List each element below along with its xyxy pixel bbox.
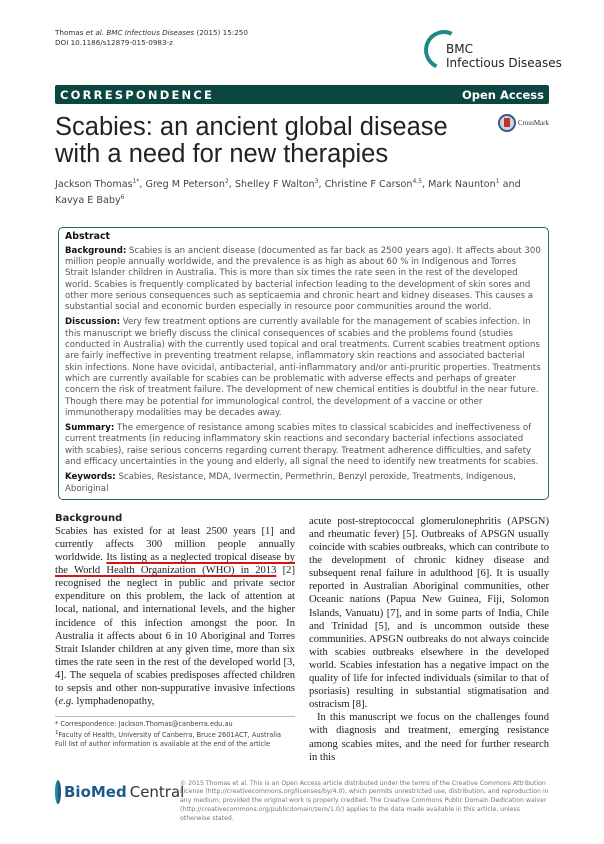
logo-line1: BMC	[446, 42, 473, 56]
crossmark-button[interactable]	[498, 114, 549, 132]
bmc-circle-icon	[55, 780, 61, 804]
citation-volume: (2015) 15:250	[196, 28, 248, 37]
correspondence-email[interactable]: * Correspondence: Jackson.Thomas@canberra.edu.au	[55, 720, 233, 729]
author-name[interactable]: Jackson Thomas	[55, 179, 133, 191]
text: e.g.	[58, 696, 74, 708]
footnotes	[55, 720, 295, 749]
biomed-central-logo	[55, 780, 185, 804]
full-list-note: Full list of author information is available at the end of the article	[55, 740, 271, 749]
text: The emergence of resistance among scabies mites to classical scabicides and ineffectiveness of current treatments (in reducing inflammatory skin reactions and secondary bacterial infections associated with scabies), raise serious concerns regarding current therapy. Treatment adherence difficulties, and safety and efficacy uncertainties in the young and elderly, all signal the need to identify new treatments for scabies.	[65, 423, 539, 468]
author-separator: ,	[318, 179, 325, 191]
author-name[interactable]: Christine F Carson	[324, 179, 413, 191]
logo-central: Central	[129, 782, 185, 801]
doi[interactable]: DOI 10.1186/s12879-015-0983-z	[55, 38, 173, 47]
journal-name: BMC Infectious Diseases	[106, 28, 195, 37]
author-affiliation-sup: 3	[314, 178, 319, 185]
author-separator: ,	[139, 179, 146, 191]
title-row	[55, 114, 549, 168]
citation-etal: et al.	[85, 28, 105, 37]
author-name[interactable]: Kavya E Baby	[55, 195, 121, 207]
page-top	[55, 28, 562, 85]
citation-authors: Thomas	[55, 28, 84, 37]
footnote-divider	[55, 716, 295, 717]
affiliation	[55, 729, 295, 740]
text: Scabies is an ancient disease (documented as far back as 2500 years ago). It affects about 300 million people annually worldwide, and the prevalence is as high as about 60 % in Indigenous and Torres Strait Islander children in Australia. This is more than six times the rate seen in the rest of the developed world. Scabies is frequently complicated by bacterial infection leading to the development of skin sores and other more serious consequences such as septicaemia and chronic heart and kidney diseases. This causes a substantial social and economic burden especially in resource poor communities around the world.	[65, 245, 541, 313]
crossmark-icon	[498, 114, 516, 132]
author-separator: ,	[422, 179, 429, 191]
text: Scabies has existed for at least 2500 years [1] and currently affects 300 million people annually worldwide.	[55, 525, 295, 564]
text: Faculty of Health, University of Canberra, Bruce 2601ACT, Australia	[58, 731, 282, 740]
license-text: © 2015 Thomas et al. This is an Open Access article distributed under the terms of the Creative Commons Attribution License (http://creativecommons.org/licenses/by/4.0), which permits unrestricted use, distribution, and reproduction in any medium, provided the original work is properly credited. The Creative Commons Public Domain Dedication waiver (http://creativecommons.org/publicdomain/zero/1.0/) applies to the data made available in this article, unless otherwise stated.	[180, 779, 549, 822]
label: Keywords:	[65, 472, 116, 483]
author-name[interactable]: Mark Naunton	[428, 179, 496, 191]
article-type-banner	[55, 85, 549, 104]
author-separator: and	[499, 179, 521, 191]
author-affiliation-sup: 2	[224, 178, 229, 185]
section-heading: Background	[55, 512, 123, 524]
sup: 1	[55, 730, 59, 737]
highlighted-text[interactable]: Its listing as a neglected tropical disease by the World Health Organization (WHO) in 2013	[55, 552, 295, 577]
label: Discussion:	[65, 317, 121, 328]
body-paragraph: In this manuscript we focus on the challenges found with diagnosis and treatment, emerging resistance among scabies mites, and the need for further research in this	[309, 712, 549, 763]
abstract-summary	[65, 423, 542, 468]
abstract-discussion	[65, 317, 542, 419]
author-list	[55, 175, 549, 207]
journal-logo	[424, 28, 562, 74]
abstract-background	[65, 246, 542, 314]
label: Summary:	[65, 423, 115, 434]
open-access-label: Open Access	[461, 87, 544, 102]
text: Scabies, Resistance, MDA, Ivermectin, Permethrin, Benzyl peroxide, Treatments, Indigenous, Aboriginal	[65, 472, 516, 494]
text: Very few treatment options are currently available for the management of scabies infection. In this manuscript we briefly discuss the clinical consequences of scabies and the problems found (studies conducted in Australia) with the currently used topical and oral treatments. Current scabies treatment options are fairly ineffective in preventing treatment relapse, inflammatory skin reactions and associated bacterial skin infections. None have ovicidal, antibacterial, anti-inflammatory and/or anti-pruritic properties. Treatments which are currently available for scabies can be problematic with adverse effects and perhaps of greater concern the risk of treatment failure. The development of new chemical entities is doubtful in the near future. Though there may be potential for immunological control, the development of a vaccine or other immunotherapy modalities may be decades away.	[65, 317, 541, 418]
body-paragraph	[55, 525, 295, 708]
author-affiliation-sup: 6	[120, 194, 125, 202]
body-columns	[55, 513, 549, 764]
body-right-column	[309, 513, 549, 764]
author-affiliation-sup: 1*	[132, 178, 140, 185]
article-type: CORRESPONDENCE	[60, 87, 215, 102]
article-title: Scabies: an ancient global disease with a need for new therapies	[55, 113, 448, 168]
text: [2] recognised the neglect in public and private sector expenditure on this problem, the lack of attention at local, national, and international levels, and the higher incidence of this infection amongst the poor. In Australia it affects about 6 in 10 Aboriginal and Torres Strait Islander children at any given time, more than six times the rate seen in the rest of the developed world [3, 4]. The sequela of scabies predisposes affected children to sepsis and other non-suppurative invasive infections (	[55, 565, 295, 708]
author-affiliation-sup: 4,5	[412, 178, 423, 185]
author-affiliation-sup: 1	[495, 178, 500, 185]
author-separator: ,	[228, 179, 235, 191]
author-name[interactable]: Greg M Peterson	[145, 179, 225, 191]
body-left-column	[55, 513, 295, 764]
text: lymphadenopathy,	[73, 696, 155, 708]
citation-header	[55, 28, 248, 85]
label: Background:	[65, 245, 127, 256]
page-footer	[55, 780, 549, 824]
abstract-keywords	[65, 472, 542, 495]
logo-line2: Infectious Diseases	[446, 56, 562, 70]
abstract-heading: Abstract	[65, 231, 111, 243]
author-name[interactable]: Shelley F Walton	[234, 179, 315, 191]
abstract-box	[58, 227, 549, 500]
crossmark-label: CrossMark	[517, 119, 549, 127]
logo-bio: BioMed	[64, 782, 127, 801]
body-paragraph: acute post-streptococcal glomerulonephritis (APSGN) and rheumatic fever) [5]. Outbreaks of APSGN usually coincide with scabies outbreaks, which can contribute to the development of chronic kidney disease and subsequent renal failure in adulthood [6]. It is usually reported in Australian Aboriginal communities, other Oceanic nations (Papua New Guinea, Fiji, Solomon Islands, Vanuatu) [7], and in some parts of India, Chile and Trinidad [5], and is uncommon outside these communities. APSGN outbreaks do not always coincide with scabies outbreaks elsewhere in the developed world. Scabies infestation has a negative impact on the quality of life for infected individuals (similar to that of psoriasis) resulting in substantial stigmatisation and ostracism [8].	[309, 515, 549, 711]
